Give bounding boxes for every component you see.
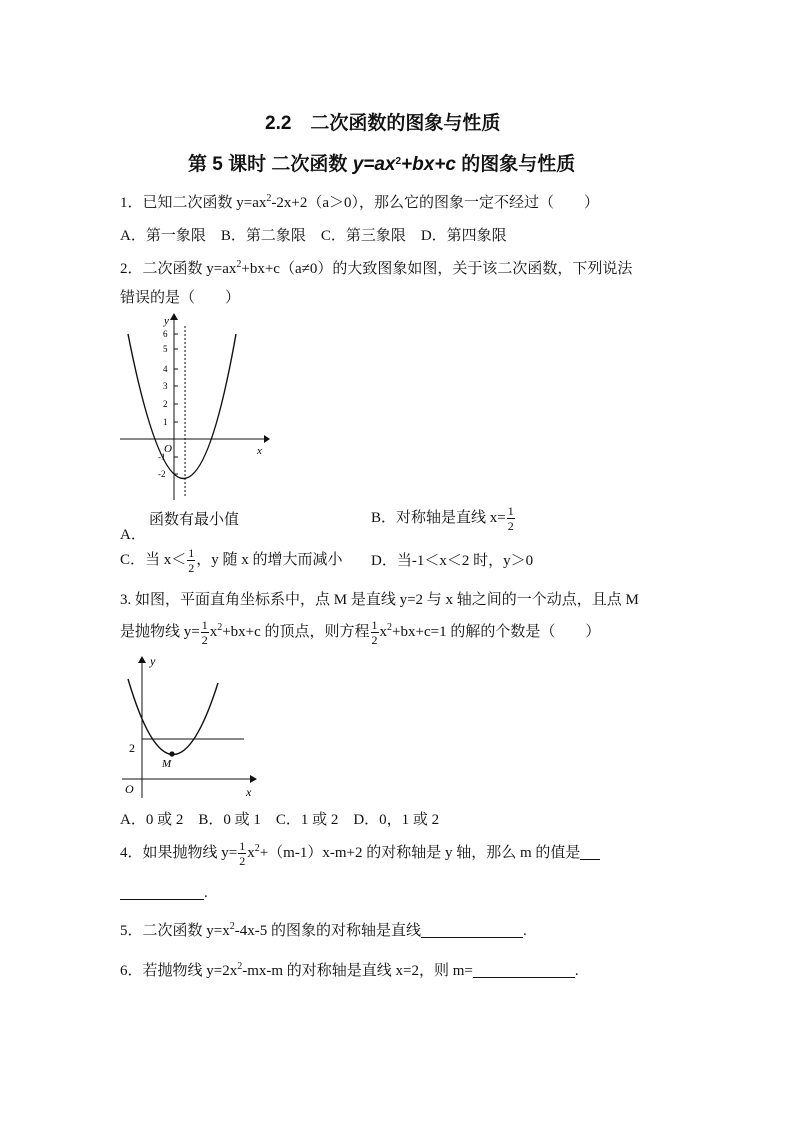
q2-parabola-graph bbox=[118, 312, 270, 502]
q3-stem-line1: 3. 如图，平面直角坐标系中，点 M 是直线 y=2 与 x 轴之间的一个动点，且点 M bbox=[120, 592, 639, 608]
q2-tick-label: -1 bbox=[158, 452, 166, 462]
q2-y-label: y bbox=[164, 315, 169, 327]
q1-options: A．第一象限 B．第二象限 C．第三象限 D．第四象限 bbox=[120, 228, 507, 244]
q6-end-period: . bbox=[574, 963, 579, 979]
q2-x-arrow bbox=[264, 435, 270, 443]
q1-stem-b: -2x+2（a＞0），那么它的图象一定不经过（ ） bbox=[271, 195, 599, 211]
q3-fraction-2 bbox=[371, 619, 379, 646]
q5-end-period: . bbox=[522, 923, 527, 939]
fraction-numerator: 1 bbox=[201, 618, 208, 632]
q3-origin-label: O bbox=[125, 782, 134, 796]
q3-vertex-point bbox=[169, 751, 174, 756]
q4-answer-blank-part1[interactable] bbox=[580, 845, 600, 860]
q2-tick-label: -2 bbox=[158, 469, 166, 479]
q3-sup-2: 2 bbox=[387, 621, 393, 633]
q3-stem-line2 bbox=[120, 619, 600, 646]
q4-answer-blank-part2[interactable] bbox=[120, 885, 204, 900]
q2-tick-label: 2 bbox=[163, 399, 168, 409]
q3-x-arrow bbox=[250, 775, 257, 783]
q2-option-c-text-b: ，y 随 x 的增大而减小 bbox=[196, 551, 343, 568]
q4-stem bbox=[120, 840, 600, 867]
q2-stem bbox=[120, 260, 632, 277]
q2-option-b bbox=[371, 505, 516, 532]
q4-end-period: . bbox=[204, 885, 208, 901]
q3-text-a: 是抛物线 y= bbox=[120, 623, 200, 640]
fraction-numerator: 1 bbox=[188, 546, 195, 560]
q2-stem-line2: 错误的是（ ） bbox=[120, 290, 241, 306]
q2-option-b-text: B．对称轴是直线 x= bbox=[371, 509, 506, 526]
q3-text-e: +bx+c=1 的解的个数是（ ） bbox=[392, 623, 601, 640]
q2-parabola-curve bbox=[128, 334, 236, 479]
q3-parabola-graph bbox=[120, 653, 260, 801]
q2-origin-label: O bbox=[164, 443, 172, 455]
q5-text-b: -4x-5 的图象的对称轴是直线 bbox=[234, 923, 421, 939]
q4-sup: 2 bbox=[254, 842, 260, 854]
subtitle-formula-sup: 2 bbox=[395, 156, 402, 167]
q2-option-a-letter: A． bbox=[120, 527, 146, 543]
q6-stem bbox=[120, 962, 579, 979]
fraction-denominator: 2 bbox=[371, 633, 378, 647]
q4-text-b: x bbox=[247, 844, 255, 861]
q2-stem-b: +bx+c（a≠0）的大致图象如图，关于该二次函数，下列说法 bbox=[241, 261, 633, 277]
fraction-numerator: 1 bbox=[371, 618, 378, 632]
subtitle-suffix: 的图象与性质 bbox=[455, 154, 576, 175]
q3-options: A．0 或 2 B．0 或 1 C．1 或 2 D．0，1 或 2 bbox=[120, 812, 440, 828]
q3-y-arrow bbox=[138, 656, 146, 663]
q2-tick-label: 6 bbox=[163, 329, 168, 339]
q2-x-label: x bbox=[257, 445, 262, 457]
q3-m-label: M bbox=[162, 758, 172, 770]
subtitle-formula-a: y=ax bbox=[352, 154, 396, 175]
q2-option-b-fraction bbox=[507, 505, 515, 532]
q4-fraction bbox=[238, 840, 246, 867]
q2-tick-label: 5 bbox=[163, 344, 168, 354]
q1-sup: 2 bbox=[266, 193, 272, 204]
q1-stem bbox=[120, 194, 599, 211]
q3-text-b: x bbox=[209, 623, 218, 640]
fraction-numerator: 1 bbox=[507, 504, 514, 518]
fraction-denominator: 2 bbox=[201, 633, 208, 647]
subtitle-formula-b: +bx+c bbox=[401, 154, 456, 175]
q4-text-c: +（m-1）x-m+2 的对称轴是 y 轴，那么 m 的值是 bbox=[259, 844, 581, 861]
q2-option-c bbox=[120, 547, 343, 574]
q3-two-label: 2 bbox=[129, 741, 135, 755]
q3-text-d: x bbox=[379, 623, 388, 640]
q3-sup-1: 2 bbox=[217, 621, 223, 633]
q5-text-a: 5．二次函数 y=x bbox=[120, 923, 230, 939]
q6-text-b: -mx-m 的对称轴是直线 x=2，则 m= bbox=[242, 963, 473, 979]
q6-sup: 2 bbox=[237, 961, 243, 972]
fraction-numerator: 1 bbox=[239, 839, 246, 853]
q2-stem-a: 2．二次函数 y=ax bbox=[120, 261, 237, 277]
q2-y-arrow bbox=[170, 313, 178, 320]
q3-text-c: +bx+c 的顶点，则方程 bbox=[222, 623, 370, 640]
q4-answer-line2 bbox=[120, 885, 208, 901]
lesson-subtitle bbox=[188, 149, 575, 176]
q6-text-a: 6．若抛物线 y=2x bbox=[120, 963, 238, 979]
q2-tick-label: 3 bbox=[163, 381, 168, 391]
q2-tick-label: 1 bbox=[163, 417, 168, 427]
q2-option-d: D．当-1＜x＜2 时，y＞0 bbox=[371, 553, 534, 569]
page-title: 2.2 二次函数的图象与性质 bbox=[265, 113, 501, 134]
fraction-denominator: 2 bbox=[507, 519, 514, 533]
q2-option-a-text: 函数有最小值 bbox=[149, 512, 240, 528]
q2-tick-label: 4 bbox=[163, 364, 168, 374]
fraction-denominator: 2 bbox=[239, 854, 246, 868]
q2-option-c-fraction bbox=[187, 547, 195, 574]
q1-stem-a: 1．已知二次函数 y=ax bbox=[120, 195, 267, 211]
q6-answer-blank[interactable] bbox=[473, 963, 575, 978]
q2-option-c-text-a: C．当 x＜ bbox=[120, 551, 187, 568]
q3-y-label: y bbox=[150, 654, 156, 668]
q3-fraction-1 bbox=[201, 619, 209, 646]
fraction-denominator: 2 bbox=[188, 561, 195, 575]
q2-sup: 2 bbox=[236, 259, 242, 270]
subtitle-prefix: 第 5 课时 二次函数 bbox=[188, 154, 353, 175]
q5-sup: 2 bbox=[229, 921, 235, 932]
q3-x-label: x bbox=[246, 785, 252, 799]
q5-answer-blank[interactable] bbox=[421, 923, 523, 938]
q4-text-a: 4．如果抛物线 y= bbox=[120, 844, 238, 861]
q5-stem bbox=[120, 922, 527, 939]
